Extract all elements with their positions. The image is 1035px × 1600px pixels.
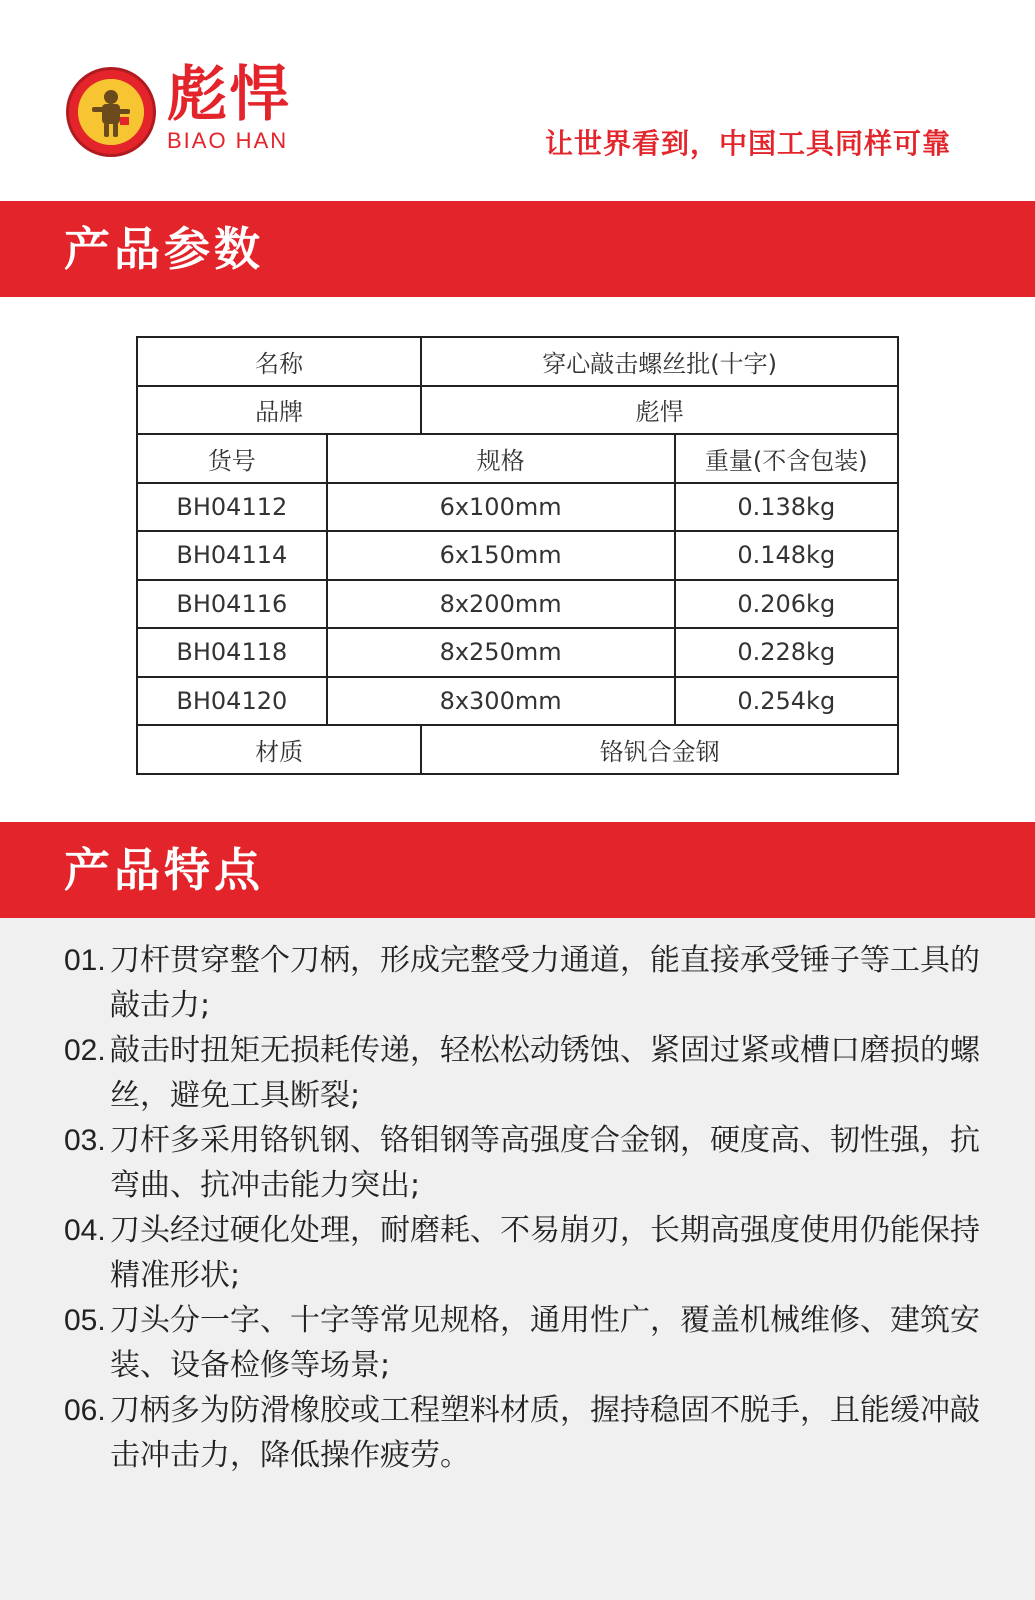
table-row (137, 725, 898, 774)
brand-name-cn: 彪悍 (167, 60, 291, 130)
feature-item (64, 1118, 1004, 1208)
feature-item (64, 1028, 1004, 1118)
feature-number: 02. (64, 1034, 106, 1067)
item-number: BH04112 (137, 483, 327, 532)
item-number: BH04120 (137, 677, 327, 726)
feature-text: 敲击时扭矩无损耗传递，轻松松动锈蚀、紧固过紧或槽口磨损的螺丝，避免工具断裂; (110, 1033, 980, 1113)
feature-item (64, 1208, 1004, 1298)
table-row (137, 580, 898, 629)
table-row (137, 337, 898, 386)
spec-table (136, 336, 899, 775)
name-label: 名称 (137, 337, 421, 386)
name-value: 穿心敲击螺丝批(十字) (421, 337, 898, 386)
section-banner-params (0, 201, 1035, 297)
item-number: BH04114 (137, 531, 327, 580)
item-spec: 6x100mm (327, 483, 675, 532)
material-label: 材质 (137, 725, 421, 774)
table-row (137, 628, 898, 677)
mascot-figure-icon (78, 79, 144, 145)
item-weight: 0.206kg (675, 580, 898, 629)
section-title-features: 产品特点 (64, 843, 264, 897)
feature-number: 01. (64, 944, 106, 977)
logo-emblem (78, 79, 144, 145)
item-weight: 0.254kg (675, 677, 898, 726)
section-title-params: 产品参数 (64, 222, 264, 276)
feature-item (64, 938, 1004, 1028)
column-header-item: 货号 (137, 434, 327, 483)
features-section (0, 918, 1035, 1600)
column-header-spec: 规格 (327, 434, 675, 483)
item-number: BH04116 (137, 580, 327, 629)
brand-logo-icon (66, 67, 156, 157)
feature-item (64, 1298, 1004, 1388)
item-weight: 0.228kg (675, 628, 898, 677)
table-row (137, 531, 898, 580)
material-value: 铬钒合金钢 (421, 725, 898, 774)
feature-text: 刀头分一字、十字等常见规格，通用性广，覆盖机械维修、建筑安装、设备检修等场景; (110, 1303, 980, 1383)
feature-text: 刀柄多为防滑橡胶或工程塑料材质，握持稳固不脱手，且能缓冲敲击冲击力，降低操作疲劳。 (110, 1393, 980, 1473)
item-number: BH04118 (137, 628, 327, 677)
item-spec: 8x300mm (327, 677, 675, 726)
brand-slogan: 让世界看到，中国工具同样可靠 (544, 127, 951, 160)
item-spec: 8x200mm (327, 580, 675, 629)
item-spec: 8x250mm (327, 628, 675, 677)
item-spec: 6x150mm (327, 531, 675, 580)
table-row (137, 386, 898, 435)
feature-list (64, 938, 1004, 1478)
item-weight: 0.138kg (675, 483, 898, 532)
column-header-weight: 重量(不含包装) (675, 434, 898, 483)
table-header-row (137, 434, 898, 483)
feature-number: 03. (64, 1124, 106, 1157)
table-row (137, 677, 898, 726)
table-row (137, 483, 898, 532)
feature-text: 刀杆贯穿整个刀柄，形成完整受力通道，能直接承受锤子等工具的敲击力; (110, 943, 980, 1023)
section-banner-features (0, 822, 1035, 918)
brand-value: 彪悍 (421, 386, 898, 435)
params-section (0, 297, 1035, 822)
feature-number: 04. (64, 1214, 106, 1247)
brand-name-en: BIAO HAN (167, 128, 289, 153)
feature-number: 05. (64, 1304, 106, 1337)
item-weight: 0.148kg (675, 531, 898, 580)
page-header (0, 0, 1035, 200)
brand-label: 品牌 (137, 386, 421, 435)
feature-text: 刀杆多采用铬钒钢、铬钼钢等高强度合金钢，硬度高、韧性强，抗弯曲、抗冲击能力突出; (110, 1123, 980, 1203)
feature-item (64, 1388, 1004, 1478)
feature-number: 06. (64, 1394, 106, 1427)
feature-text: 刀头经过硬化处理，耐磨耗、不易崩刃，长期高强度使用仍能保持精准形状; (110, 1213, 980, 1293)
